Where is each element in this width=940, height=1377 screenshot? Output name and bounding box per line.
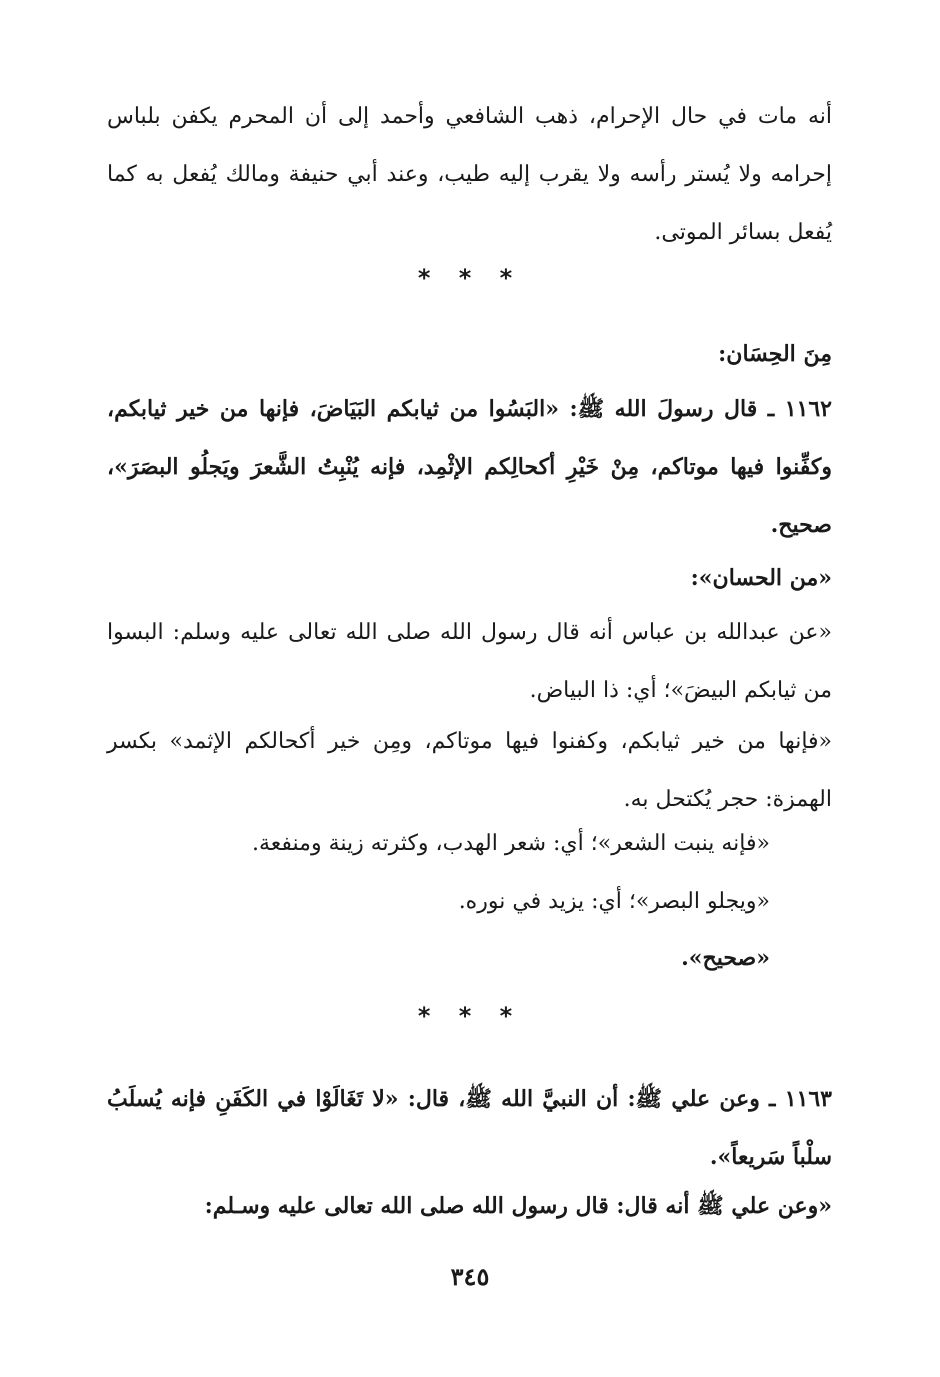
page-number: ٣٤٥ [450, 1262, 490, 1291]
intro-paragraph: أنه مات في حال الإحرام، ذهب الشافعي وأحمد إلى أن المحرم يكفن بلباس إحرامه ولا يُستر رأسه ولا يقرب إليه طيب، وعند أبي حنيفة ومالك يُفعل به كما يُفعل بسائر الموتى. [107, 104, 832, 245]
section-heading: مِنَ الحِسَان: [718, 341, 832, 367]
hadith-1163: ١١٦٣ ـ وعن علي ﷺ: أن النبيَّ الله ﷺ، قال: «لا تَغَالَوْا في الكَفَنِ فإنه يُسلَبُ سلْباً سَريعاً». [107, 1086, 832, 1170]
commentary-ibn-abbas: «عن عبدالله بن عباس أنه قال رسول الله صلى الله تعالى عليه وسلم: البسوا من ثيابكم البيضَ»؛ أي: ذا البياض. [107, 620, 832, 703]
commentary-ali: «وعن علي ﷺ أنه قال: قال رسول الله صلى الله تعالى عليه وسـلم: [204, 1193, 832, 1219]
section-separator-2: * * * [417, 1002, 523, 1030]
commentary-kohl: «فإنها من خير ثيابكم، وكفنوا فيها موتاكم، ومِن خير أكحالكم الإثمد» بكسر الهمزة: حجر يُكتحل به. [107, 729, 832, 812]
hadith-1162: ١١٦٢ ـ قال رسولَ الله ﷺ: «البَسُوا من ثيابكم البَيَاضَ، فإنها من خير ثيابكم، وكفِّنوا فيها موتاكم، مِنْ خَيْرِ أكحالِكم الإثْمِد، فإنه يُنْبِتُ الشَّعرَ ويَجلُو البصَرَ»، صحيح. [107, 396, 832, 538]
section-separator: * * * [417, 264, 523, 292]
commentary-sahih: «صحيح». [681, 945, 770, 971]
commentary-hair: «فإنه ينبت الشعر»؛ أي: شعر الهدب، وكثرته زينة ومنفعة. [252, 831, 770, 856]
commentary-heading: «من الحسان»: [690, 565, 832, 591]
commentary-sight: «ويجلو البصر»؛ أي: يزيد في نوره. [458, 889, 770, 914]
